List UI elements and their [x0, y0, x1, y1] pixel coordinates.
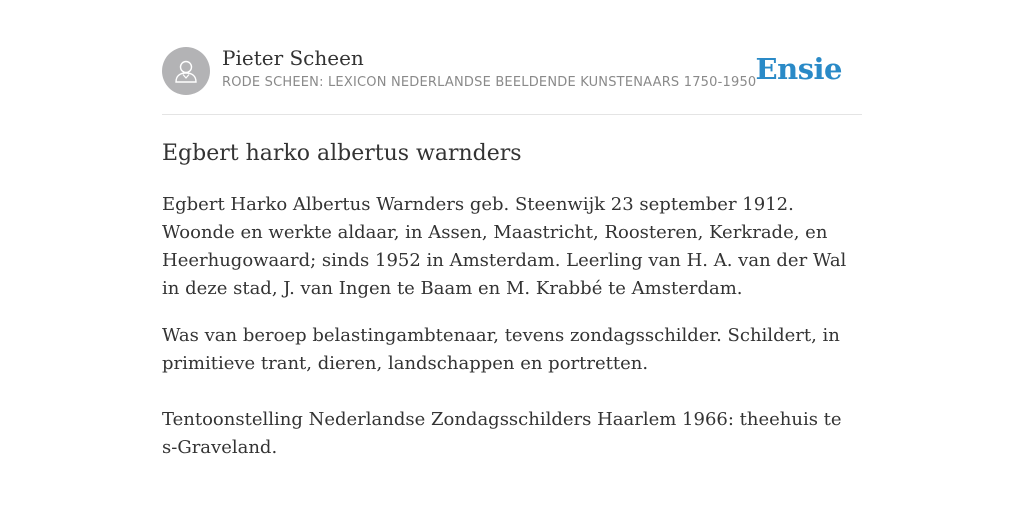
article-paragraph-2: Was van beroep belastingambtenaar, tevens zondagsschilder. Schildert, in primitieve trant, dieren, landschappen en portretten. [162, 325, 840, 374]
user-icon [172, 57, 200, 85]
ensie-logo[interactable]: Ensie [755, 52, 842, 86]
article-header [162, 0, 862, 115]
article-paragraph-1: Egbert Harko Albertus Warnders geb. Steenwijk 23 september 1912. Woonde en werkte aldaar, in Assen, Maastricht, Roosteren, Kerkrade, en Heerhugowaard; sinds 1952 in Amsterdam. Leerling van H. A. van der Wal in deze stad, J. van Ingen te Baam en M. Krabbé te Amsterdam. [162, 194, 847, 299]
article-title: Egbert harko albertus warnders [162, 141, 522, 166]
article-paragraph-3: Tentoonstelling Nederlandse Zondagsschilders Haarlem 1966: theehuis te s-Graveland. [162, 409, 842, 458]
article-card [162, 0, 862, 462]
source-title[interactable]: RODE SCHEEN: LEXICON NEDERLANDSE BEELDENDE KUNSTENAARS 1750-1950 [222, 75, 757, 90]
avatar[interactable] [162, 47, 210, 95]
author-name[interactable]: Pieter Scheen [222, 46, 364, 70]
